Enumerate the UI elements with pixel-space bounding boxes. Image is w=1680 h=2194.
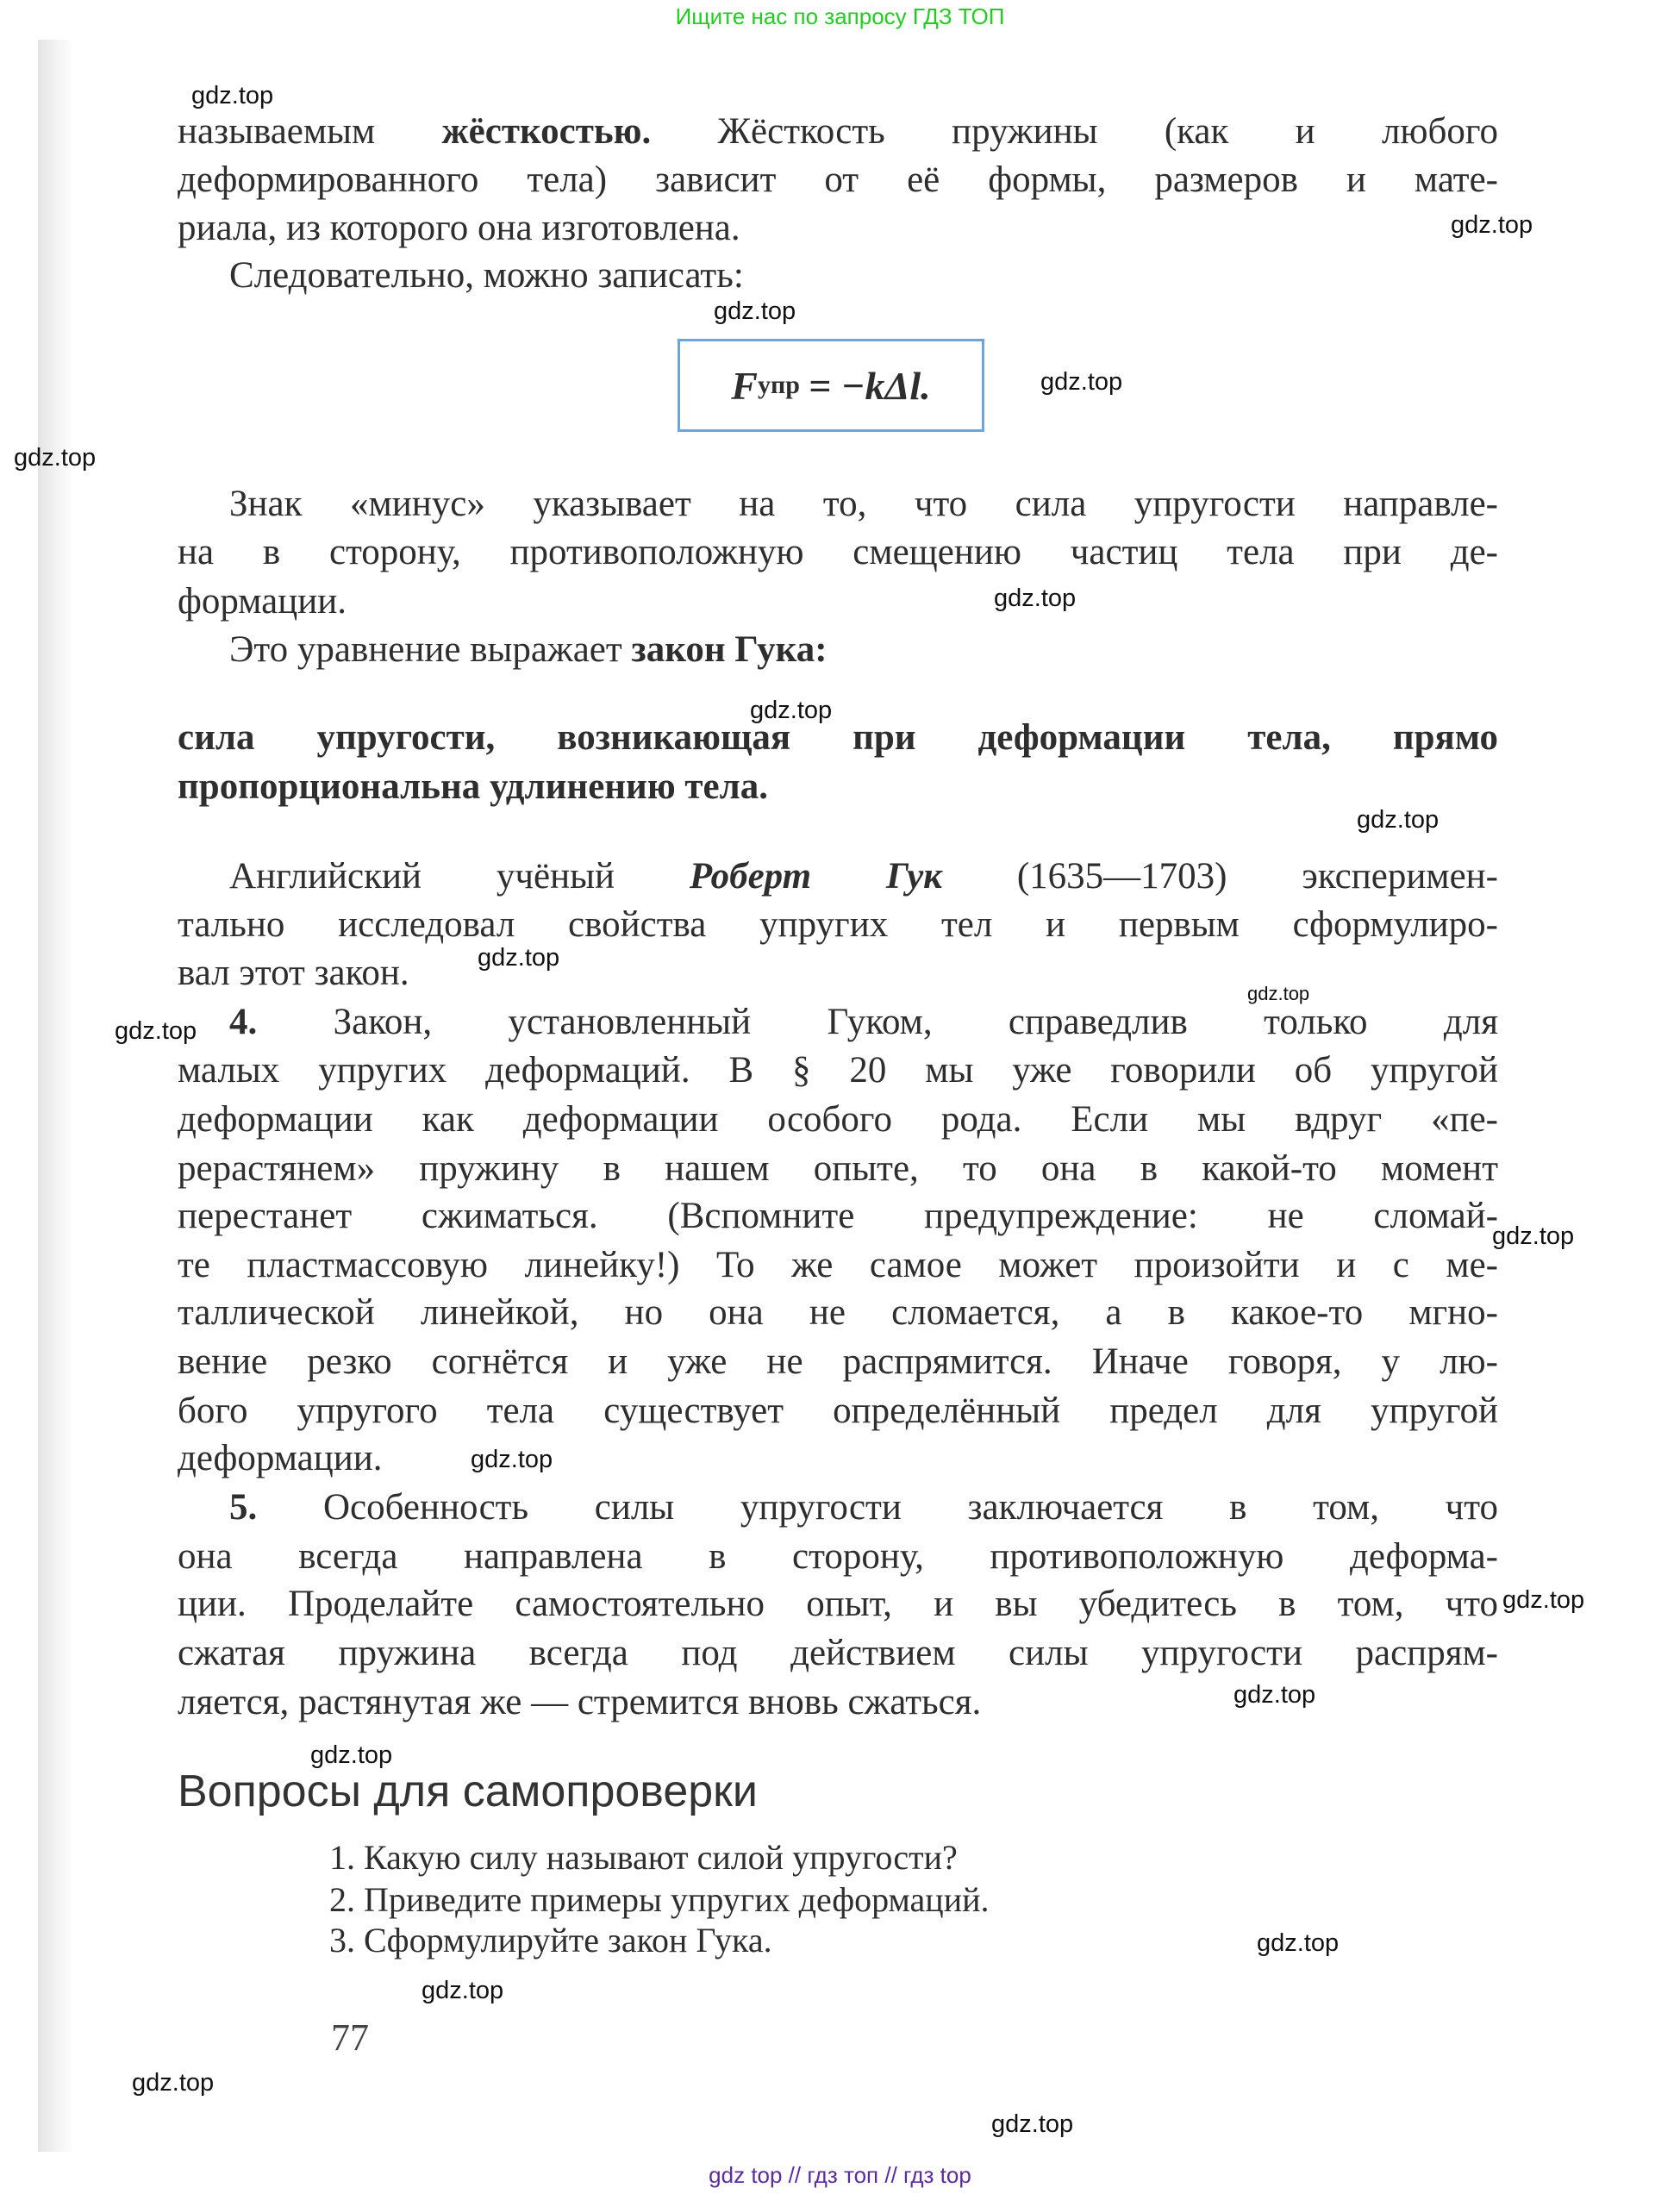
text-segment: Жёсткость пружины (как и любого — [651, 111, 1498, 152]
text-line — [178, 763, 1498, 811]
watermark: gdz.top — [1502, 1586, 1585, 1614]
watermark: gdz.top — [422, 1977, 504, 2004]
text-segment: Закон, установленный Гуком, справедлив только для — [257, 1002, 1498, 1042]
text-line — [178, 1145, 1498, 1193]
text-line — [178, 1484, 1498, 1532]
text-line — [178, 998, 1498, 1047]
text-segment: Особенность силы упругости заключается в том, что — [257, 1487, 1498, 1528]
text-segment: вал этот закон. — [178, 953, 409, 993]
text-segment: деформации. — [178, 1438, 383, 1478]
watermark: gdz.top — [478, 944, 560, 972]
text-line — [178, 1338, 1498, 1386]
text-segment: сжатая пружина всегда под действием силы упругости распрям- — [178, 1633, 1498, 1673]
page-number: 77 — [331, 2016, 369, 2059]
emphasized-text: пропорциональна удлинению тела. — [178, 766, 769, 807]
watermark: gdz.top — [714, 297, 796, 325]
text-segment: Английский учёный — [229, 856, 690, 897]
text-segment: деформированного тела) зависит от её формы, размеров и мате- — [178, 159, 1498, 200]
text-segment: (1635—1703) эксперимен- — [941, 856, 1498, 897]
question-item: 2. Приведите примеры упругих деформаций. — [329, 1880, 990, 1919]
text-line — [178, 108, 1498, 156]
watermark: gdz.top — [1492, 1222, 1575, 1250]
top-banner[interactable]: Ищите нас по запросу ГДЗ ТОП — [675, 3, 1005, 29]
emphasized-text: закон Гука: — [631, 629, 828, 670]
watermark: gdz.top — [991, 2110, 1074, 2138]
watermark: gdz.top — [471, 1446, 553, 1473]
text-line — [178, 1289, 1498, 1337]
emphasized-text: 4. — [229, 1002, 258, 1042]
text-segment: малых упругих деформаций. В § 20 мы уже говорили об упругой — [178, 1050, 1498, 1091]
text-line — [178, 1241, 1498, 1290]
text-segment: называемым — [178, 111, 442, 152]
question-item: 3. Сформулируйте закон Гука. — [329, 1921, 772, 1960]
text-line — [178, 1533, 1498, 1581]
text-segment: на в сторону, противоположную смещению частиц тела при де- — [178, 532, 1498, 572]
watermark: gdz.top — [1357, 806, 1440, 834]
text-line — [178, 1096, 1498, 1144]
text-segment: она всегда направлена в сторону, противоположную деформа- — [178, 1536, 1498, 1577]
watermark: gdz.top — [1040, 368, 1123, 396]
text-line — [178, 204, 1498, 253]
text-line — [178, 1192, 1498, 1241]
watermark: gdz.top — [1233, 1681, 1316, 1709]
text-segment: ляется, растянутая же — стремится вновь сжаться. — [178, 1682, 982, 1722]
text-line — [178, 1387, 1498, 1435]
text-segment: формации. — [178, 581, 347, 622]
text-line — [178, 252, 1498, 300]
text-segment: тально исследовал свойства упругих тел и первым сформулиро- — [178, 904, 1498, 945]
text-line — [178, 156, 1498, 204]
emphasized-text: сила упругости, возникающая при деформации тела, прямо — [178, 717, 1498, 758]
emphasized-text: жёсткостью. — [441, 111, 652, 152]
watermark: gdz.top — [14, 444, 97, 472]
text-line — [178, 1047, 1498, 1095]
text-line — [178, 578, 1498, 626]
questions-heading: Вопросы для самопроверки — [178, 1766, 758, 1816]
watermark: gdz.top — [310, 1741, 393, 1769]
text-segment: деформации как деформации особого рода. Если мы вдруг «пе- — [178, 1099, 1498, 1140]
watermark: gdz.top — [132, 2069, 215, 2097]
text-segment: перестанет сжиматься. (Вспомните предупреждение: не сломай- — [178, 1196, 1498, 1236]
emphasized-text: 5. — [229, 1487, 258, 1528]
page-edge-shadow — [38, 40, 72, 2152]
text-segment: таллической линейкой, но она не сломается, а в какое-то мгно- — [178, 1292, 1498, 1333]
watermark: gdz.top — [191, 82, 274, 109]
text-segment: рерастянем» пружину в нашем опыте, то она в какой-то момент — [178, 1148, 1498, 1189]
hooke-law-formula-box — [678, 339, 984, 432]
text-segment: Знак «минус» указывает на то, что сила упругости направле- — [229, 484, 1498, 524]
text-line — [178, 626, 1498, 674]
text-line — [178, 901, 1498, 949]
watermark: gdz.top — [750, 697, 833, 724]
text-line — [178, 1435, 1498, 1483]
formula-lhs: F — [731, 363, 758, 408]
watermark: gdz.top — [1257, 1929, 1340, 1957]
formula-subscript: упр — [757, 371, 800, 399]
question-item: 1. Какую силу называют силой упругости? — [329, 1838, 958, 1877]
watermark: gdz.top — [1451, 211, 1533, 239]
text-line — [178, 853, 1498, 901]
text-line — [178, 528, 1498, 577]
text-line — [178, 1580, 1498, 1628]
text-segment: бого упругого тела существует определённый предел для упругой — [178, 1391, 1498, 1431]
watermark: gdz.top — [115, 1017, 197, 1045]
emphasized-text: Роберт Гук — [689, 856, 942, 897]
text-line — [178, 480, 1498, 528]
watermark: gdz.top — [1247, 983, 1310, 1004]
text-line — [178, 1629, 1498, 1678]
text-segment: те пластмассовую линейку!) То же самое может произойти и с ме- — [178, 1245, 1498, 1285]
text-segment: Это уравнение выражает — [229, 629, 632, 670]
bottom-banner[interactable]: gdz top // гдз топ // гдз top — [709, 2162, 971, 2188]
text-segment: ции. Проделайте самостоятельно опыт, и вы убедитесь в том, что — [178, 1584, 1498, 1624]
text-segment: Следовательно, можно записать: — [229, 255, 744, 296]
text-segment: вение резко согнётся и уже не распрямится. Иначе говоря, у лю- — [178, 1341, 1498, 1382]
text-segment: риала, из которого она изготовлена. — [178, 208, 740, 248]
text-line — [178, 714, 1498, 762]
watermark: gdz.top — [994, 584, 1077, 612]
formula-rhs: = −kΔl. — [808, 363, 931, 408]
